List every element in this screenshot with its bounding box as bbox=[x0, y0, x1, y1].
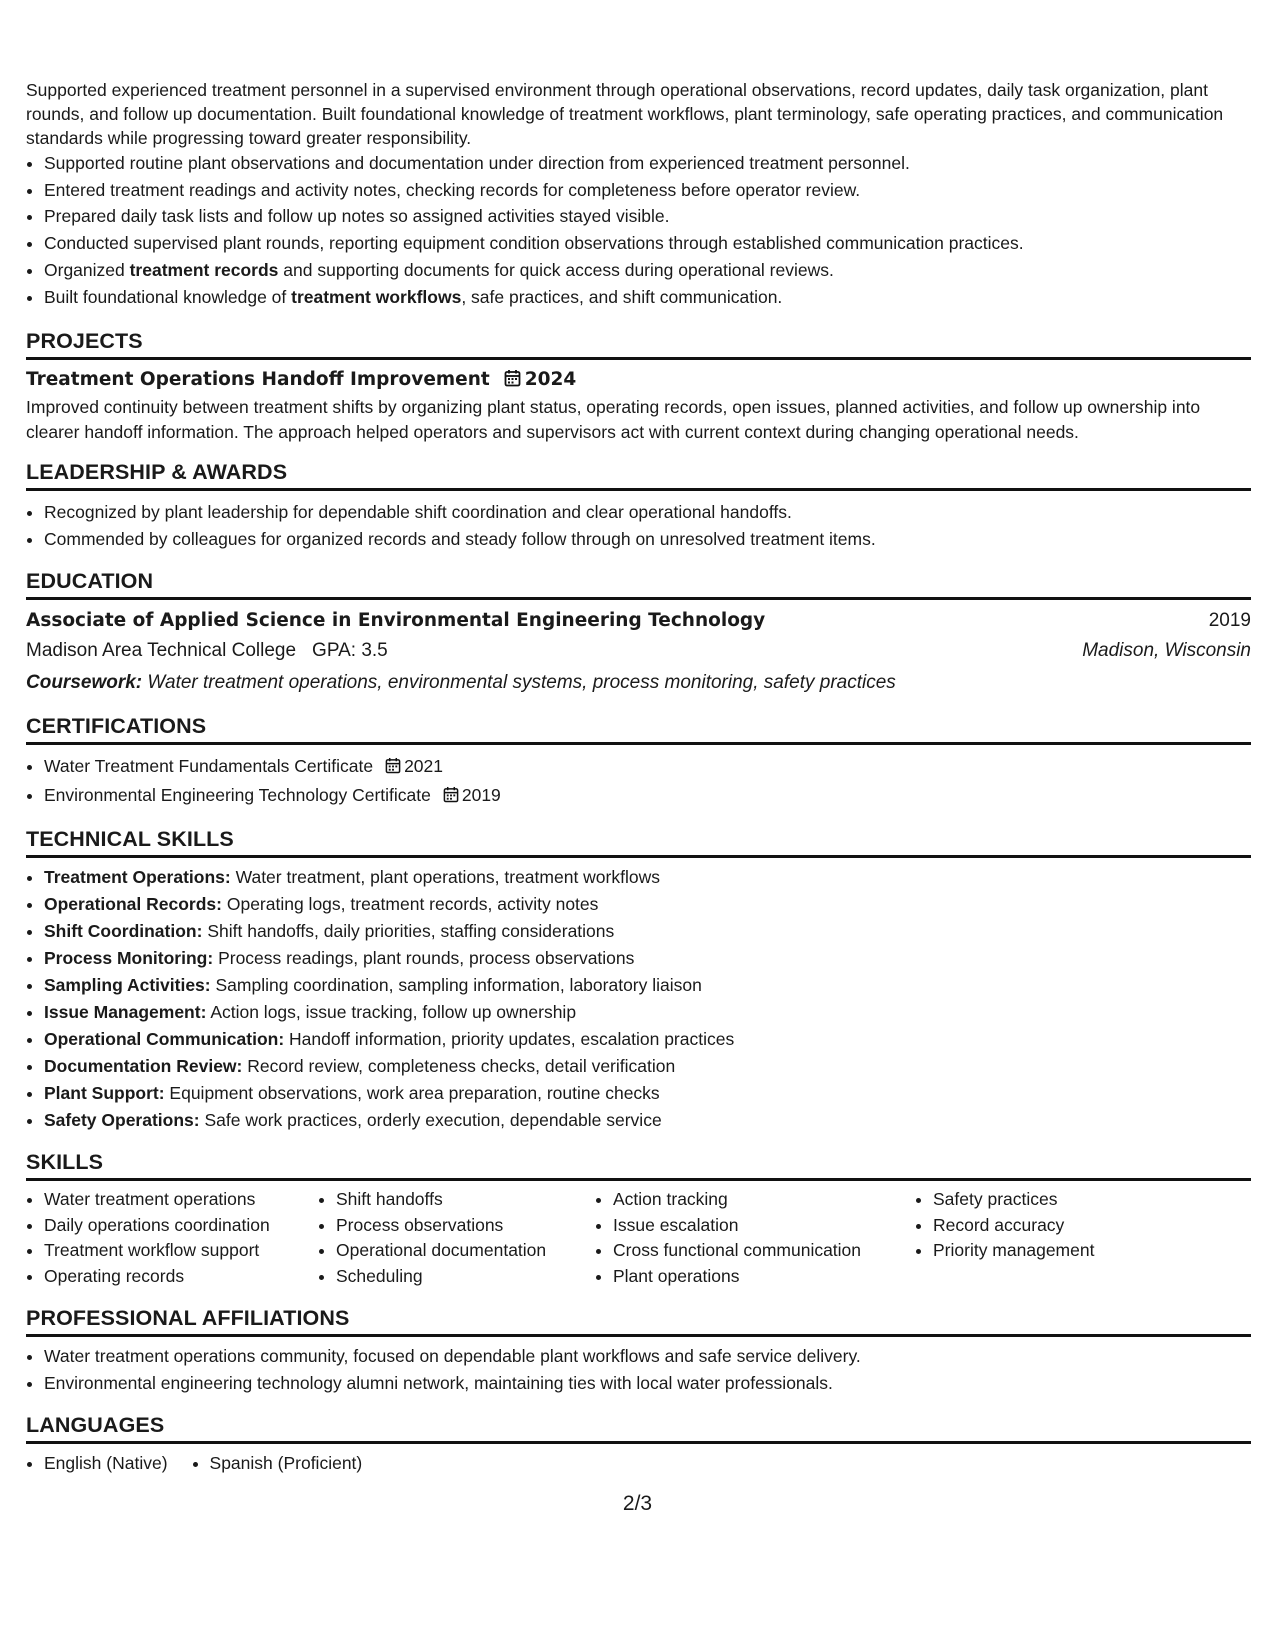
list-item: • Safety practices bbox=[933, 1187, 1233, 1213]
project-title-row bbox=[26, 367, 1251, 395]
bullet-bold-text: treatment workflows bbox=[291, 286, 462, 307]
list-item: • English (Native) bbox=[44, 1450, 168, 1477]
education-header-row bbox=[26, 606, 1251, 636]
list-item bbox=[44, 999, 1251, 1026]
certification-name: Environmental Engineering Technology Certificate bbox=[44, 785, 431, 806]
list-item bbox=[44, 1107, 1251, 1134]
coursework-label: Coursework: bbox=[26, 672, 143, 694]
list-item: • Entered treatment readings and activity notes, checking records for completeness before operator review. bbox=[44, 177, 1251, 204]
skill-label: Treatment Operations: bbox=[44, 867, 231, 888]
certification-year: 2019 bbox=[461, 785, 501, 806]
skills-column bbox=[26, 1187, 318, 1289]
list-item: • Operating records bbox=[44, 1264, 318, 1290]
bullet-bold-text: treatment records bbox=[129, 259, 279, 280]
page-number: 2/3 bbox=[622, 1492, 653, 1515]
bullet-text: , safe practices, and shift communication. bbox=[461, 286, 783, 307]
certification-year: 2021 bbox=[404, 756, 444, 777]
technical-skills-list bbox=[26, 864, 1251, 1134]
list-item: • Recognized by plant leadership for dependable shift coordination and clear operational handoffs. bbox=[44, 499, 1251, 526]
section-heading: PROFESSIONAL AFFILIATIONS bbox=[26, 1304, 1251, 1337]
list-item: • Action tracking bbox=[613, 1187, 915, 1213]
list-item bbox=[44, 1053, 1251, 1080]
skill-value: Safe work practices, orderly execution, dependable service bbox=[204, 1110, 662, 1131]
list-item bbox=[44, 782, 1251, 811]
skill-value: Operating logs, treatment records, activity notes bbox=[226, 894, 599, 915]
list-item: • Water treatment operations community, focused on dependable plant workflows and safe service delivery. bbox=[44, 1343, 1251, 1370]
skill-value: Sampling coordination, sampling information, laboratory liaison bbox=[215, 975, 702, 996]
leadership-section bbox=[26, 458, 1251, 553]
degree-title: Associate of Applied Science in Environmental Engineering Technology bbox=[26, 610, 766, 632]
skill-label: Process Monitoring: bbox=[44, 948, 214, 969]
calendar-icon bbox=[385, 755, 401, 782]
skill-label: Operational Communication: bbox=[44, 1029, 285, 1050]
section-heading: PROJECTS bbox=[26, 327, 1251, 360]
coursework bbox=[26, 667, 1251, 698]
coursework-list: Water treatment operations, environmental systems, process monitoring, safety practices bbox=[147, 672, 896, 694]
languages-row bbox=[26, 1450, 404, 1477]
languages-section bbox=[26, 1411, 1251, 1477]
resume-page bbox=[26, 78, 1251, 1477]
list-item: • Priority management bbox=[933, 1238, 1233, 1264]
list-item: • Operational documentation bbox=[336, 1238, 595, 1264]
certification-name: Water Treatment Fundamentals Certificate bbox=[44, 756, 374, 777]
project-title: Treatment Operations Handoff Improvement bbox=[26, 369, 490, 391]
list-item: • Daily operations coordination bbox=[44, 1213, 318, 1239]
project-year: 2024 bbox=[524, 369, 577, 391]
list-item: • Plant operations bbox=[613, 1264, 915, 1290]
skill-label: Shift Coordination: bbox=[44, 921, 203, 942]
calendar-icon bbox=[504, 369, 521, 395]
list-item: • Water treatment operations bbox=[44, 1187, 318, 1213]
skill-value: Process readings, plant rounds, process observations bbox=[218, 948, 635, 969]
skills-column bbox=[318, 1187, 595, 1289]
list-item: • Cross functional communication bbox=[613, 1238, 915, 1264]
list-item: • Process observations bbox=[336, 1213, 595, 1239]
experience-bullets bbox=[26, 150, 1251, 310]
list-item: • Treatment workflow support bbox=[44, 1238, 318, 1264]
skills-column bbox=[595, 1187, 915, 1289]
list-item: • Commended by colleagues for organized records and steady follow through on unresolved treatment items. bbox=[44, 526, 1251, 553]
languages-list bbox=[26, 1450, 1251, 1477]
list-item bbox=[44, 945, 1251, 972]
list-item bbox=[44, 918, 1251, 945]
projects-section bbox=[26, 327, 1251, 444]
bullet-text: and supporting documents for quick access during operational reviews. bbox=[278, 259, 834, 280]
school-info bbox=[26, 636, 388, 667]
list-item bbox=[44, 1026, 1251, 1053]
list-item: • Environmental engineering technology alumni network, maintaining ties with local water professionals. bbox=[44, 1370, 1251, 1397]
skill-value: Handoff information, priority updates, escalation practices bbox=[289, 1029, 735, 1050]
list-item: • Record accuracy bbox=[933, 1213, 1233, 1239]
certifications-section bbox=[26, 712, 1251, 811]
skill-label: Safety Operations: bbox=[44, 1110, 200, 1131]
list-item bbox=[44, 1080, 1251, 1107]
section-heading: LEADERSHIP & AWARDS bbox=[26, 458, 1251, 491]
section-heading: EDUCATION bbox=[26, 567, 1251, 600]
skill-value: Equipment observations, work area preparation, routine checks bbox=[169, 1083, 660, 1104]
leadership-list bbox=[26, 499, 1251, 553]
affiliations-list bbox=[26, 1343, 1251, 1397]
list-item: • Scheduling bbox=[336, 1264, 595, 1290]
list-item bbox=[44, 257, 1251, 284]
skills-section bbox=[26, 1148, 1251, 1289]
skill-value: Action logs, issue tracking, follow up ownership bbox=[210, 1002, 577, 1023]
list-item: • Supported routine plant observations and documentation under direction from experienced treatment personnel. bbox=[44, 150, 1251, 177]
section-heading: SKILLS bbox=[26, 1148, 1251, 1181]
section-heading: CERTIFICATIONS bbox=[26, 712, 1251, 745]
list-item bbox=[44, 753, 1251, 782]
skill-value: Shift handoffs, daily priorities, staffing considerations bbox=[207, 921, 615, 942]
skills-column bbox=[915, 1187, 1233, 1289]
school-location: Madison, Wisconsin bbox=[1082, 640, 1251, 662]
skill-label: Operational Records: bbox=[44, 894, 222, 915]
project-description: Improved continuity between treatment shifts by organizing plant status, operating records, open issues, planned activities, and follow up ownership into clearer handoff information. The approach helped operators and supervisors act with current context during changing operational needs. bbox=[26, 397, 1201, 442]
certifications-list bbox=[26, 753, 1251, 811]
skill-label: Sampling Activities: bbox=[44, 975, 211, 996]
graduation-year: 2019 bbox=[1208, 610, 1251, 632]
list-item: • Issue escalation bbox=[613, 1213, 915, 1239]
school-name: Madison Area Technical College bbox=[26, 640, 297, 662]
section-heading: LANGUAGES bbox=[26, 1411, 1251, 1444]
list-item bbox=[44, 972, 1251, 999]
skills-grid bbox=[26, 1187, 1251, 1289]
calendar-icon bbox=[443, 784, 459, 811]
bullet-text: Built foundational knowledge of bbox=[44, 286, 292, 307]
affiliations-section bbox=[26, 1304, 1251, 1397]
list-item bbox=[44, 891, 1251, 918]
section-heading: TECHNICAL SKILLS bbox=[26, 825, 1251, 858]
education-detail-row bbox=[26, 636, 1251, 667]
education-section bbox=[26, 567, 1251, 698]
list-item bbox=[44, 284, 1251, 311]
technical-skills-section bbox=[26, 825, 1251, 1134]
list-item: • Conducted supervised plant rounds, reporting equipment condition observations through established communication practices. bbox=[44, 230, 1251, 257]
skill-label: Documentation Review: bbox=[44, 1056, 243, 1077]
skill-value: Record review, completeness checks, detail verification bbox=[247, 1056, 676, 1077]
list-item: • Spanish (Proficient) bbox=[210, 1450, 363, 1477]
skill-label: Issue Management: bbox=[44, 1002, 207, 1023]
bullet-text: Organized bbox=[44, 259, 130, 280]
list-item: • Shift handoffs bbox=[336, 1187, 595, 1213]
experience-summary: Supported experienced treatment personnel in a supervised environment through operational observations, record updates, daily task organization, plant rounds, and follow up documentation. Built foundational knowledge of treatment workflows, plant terminology, safe operating practices, and communication standards while progressing toward greater responsibility. bbox=[26, 80, 1224, 148]
gpa: GPA: 3.5 bbox=[312, 640, 388, 662]
skill-value: Water treatment, plant operations, treatment workflows bbox=[235, 867, 660, 888]
list-item bbox=[44, 864, 1251, 891]
list-item: • Prepared daily task lists and follow up notes so assigned activities stayed visible. bbox=[44, 203, 1251, 230]
skill-label: Plant Support: bbox=[44, 1083, 165, 1104]
